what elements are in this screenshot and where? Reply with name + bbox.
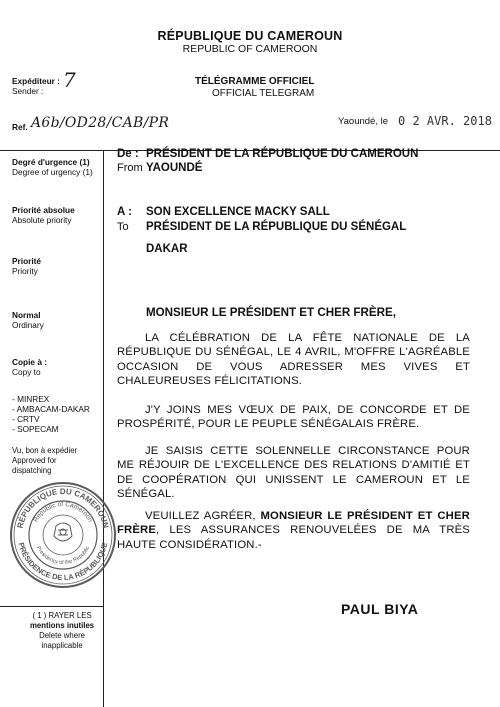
paragraph-4: VEUILLEZ AGRÉER, MONSIEUR LE PRÉSIDENT ET CHER FRÈRE, LES ASSURANCES RENOUVELÉES DE MA TRÈS HAUTE CONSIDÉRATION.- [117,510,470,551]
svg-text:Republic of Cameroon: Republic of Cameroon [32,500,94,524]
copy-list [12,394,90,434]
sender-value: 7 [63,68,76,92]
sender-label-fr: Expéditeur : [12,76,60,86]
to-label-en: To [117,221,129,233]
sidebar-divider [103,150,104,707]
paragraph-3: JE SAISIS CETTE SOLENNELLE CIRCONSTANCE POUR ME RÉJOUIR DE L'EXCELLENCE DES RELATIONS D'AMITIÉ ET DE COOPÉRATION QUI UNISSENT LE CAMEROUN ET LE SÉNÉGAL. [117,445,470,501]
from-line1: PRÉSIDENT DE LA RÉPUBLIQUE DU CAMEROUN [146,148,419,160]
to-line1: SON EXCELLENCE MACKY SALL [146,206,330,218]
date-stamp: 0 2 AVR. 2018 [398,114,492,128]
paragraph-2: J'Y JOINS MES VŒUX DE PAIX, DE CONCORDE ET DE PROSPÉRITÉ, POUR LE PEUPLE SÉNÉGALAIS FRÈRE. [117,404,470,431]
from-label-fr: De : [117,148,139,160]
ref-value: A6b/OD28/CAB/PR [31,115,170,131]
country-title-fr: RÉPUBLIQUE DU CAMEROUN [157,29,343,43]
to-label-fr: A : [117,206,132,218]
from-label-en: From [117,162,143,174]
normal-label: Normal Ordinary [12,310,44,330]
svg-text:Presidency of the Republic: Presidency of the Republic [34,545,92,567]
to-line3: DAKAR [146,243,188,255]
list-item: - SOPECAM [12,424,59,434]
list-item: - CRTV [12,414,40,424]
telegram-title-fr: TÉLÉGRAMME OFFICIEL [195,76,315,87]
absolute-priority-label: Priorité absolue Absolute priority [12,205,75,225]
sender-label [12,76,60,96]
ref-label: Ref. [12,122,28,132]
dispatch-label: Vu, bon à expédier Approved for dispatching [12,446,78,475]
copy-to-label: Copie à : Copy to [12,357,48,377]
presidency-seal-stamp [8,480,118,590]
svg-text:PRÉSIDENCE DE LA RÉPUBLIQUE: PRÉSIDENCE DE LA RÉPUBLIQUE [16,541,110,583]
signature-name: PAUL BIYA [341,601,419,617]
list-item: - MINREX [12,394,50,404]
paragraph-1: LA CÉLÉBRATION DE LA FÊTE NATIONALE DE LA RÉPUBLIQUE DU SÉNÉGAL, LE 4 AVRIL, M'OFFRE L'AGRÉABLE OCCASION DE VOUS ADRESSER MES VIVES ET CHALEUREUSES FÉLICITATIONS. [117,332,470,388]
from-line2: YAOUNDÉ [146,162,203,174]
svg-text:RÉPUBLIQUE DU CAMEROUN: RÉPUBLIQUE DU CAMEROUN [15,486,111,530]
priority-label: Priorité Priority [12,256,42,276]
urgency-label: Degré d'urgence (1) Degree of urgency (1) [12,157,93,177]
country-title-en: REPUBLIC OF CAMEROON [182,43,318,55]
list-item: - AMBACAM-DAKAR [12,404,90,414]
footnote: ( 1 ) RAYER LES mentions inutiles Delete where inapplicable [30,611,95,650]
telegram-title-en: OFFICIAL TELEGRAM [212,88,315,99]
salutation: MONSIEUR LE PRÉSIDENT ET CHER FRÈRE, [146,306,396,319]
place-label: Yaoundé, le [338,116,389,127]
to-line2: PRÉSIDENT DE LA RÉPUBLIQUE DU SÉNÉGAL [146,221,407,233]
footnote-divider [0,606,103,607]
sender-label-en: Sender : [12,86,44,96]
